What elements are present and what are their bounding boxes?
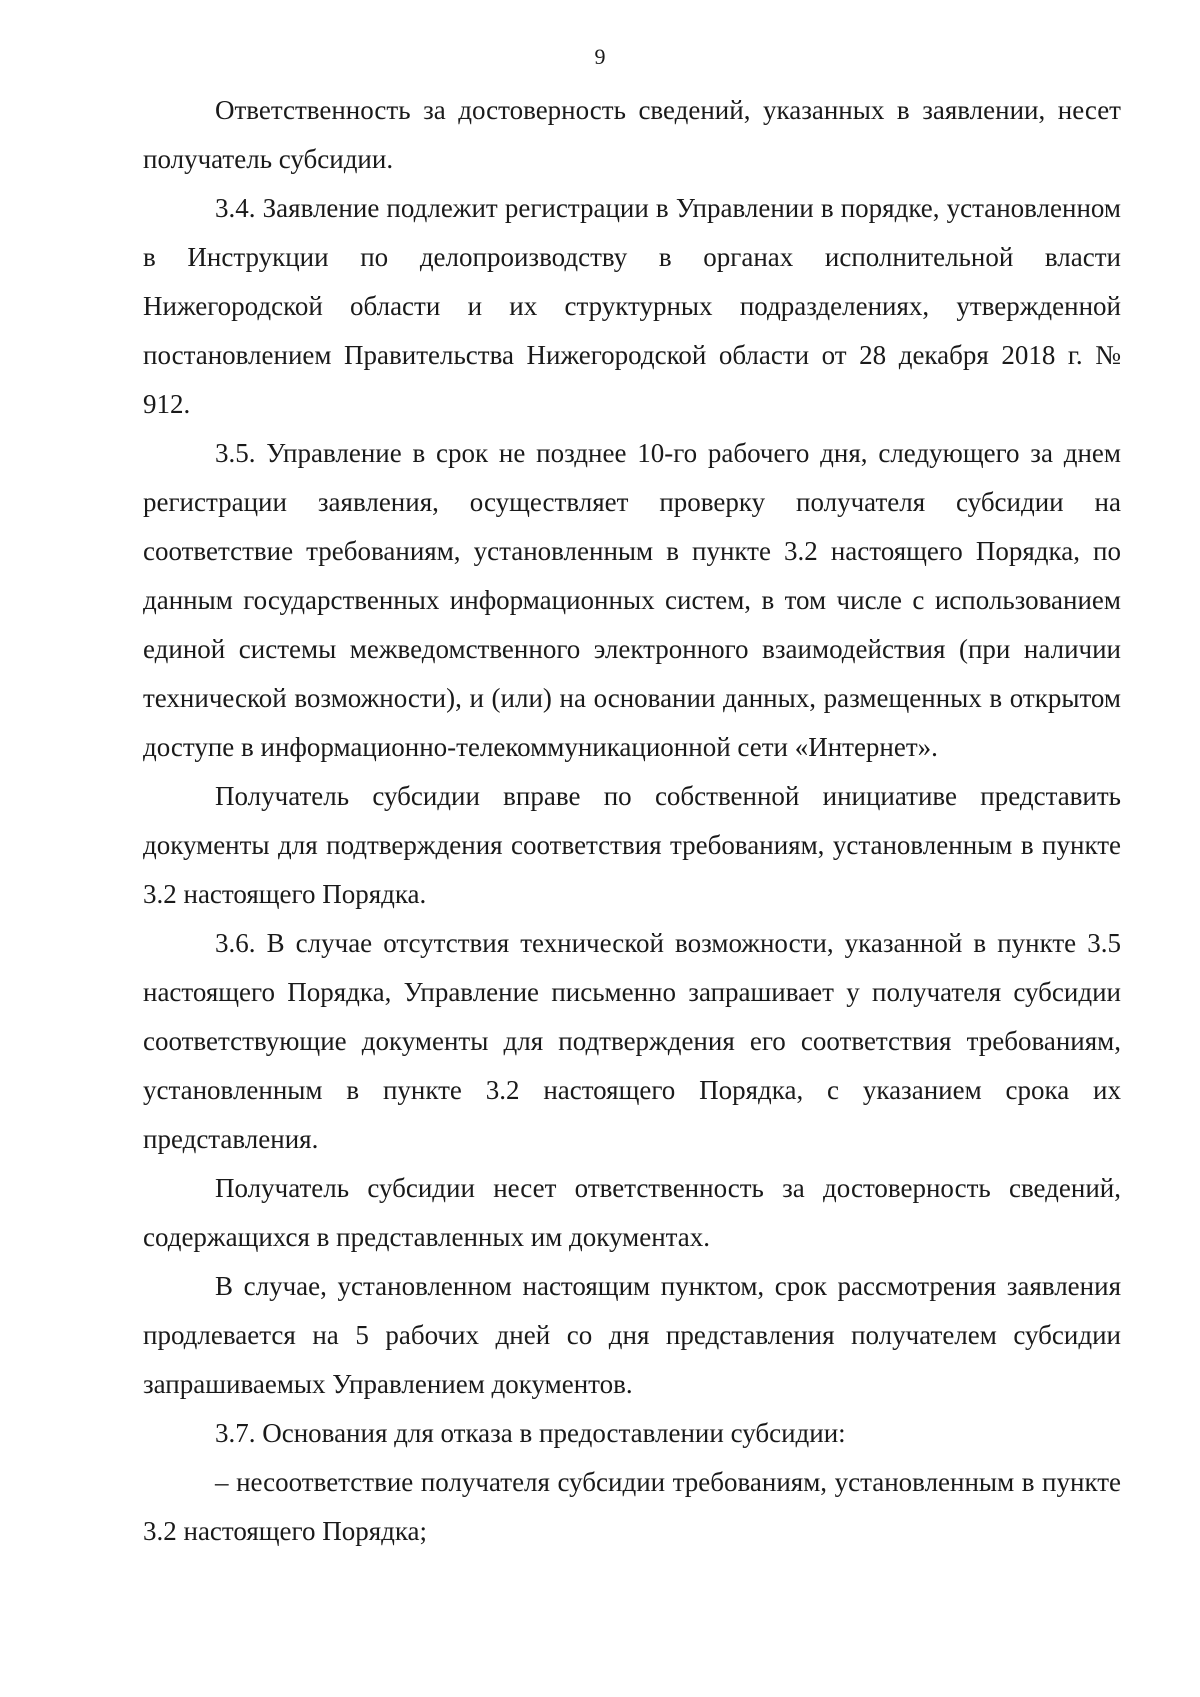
document-body xyxy=(143,86,1121,1556)
paragraph-initiative: Получатель субсидии вправе по собственной инициативе представить документы для подтверждения соответствия требованиям, установленным в пункте 3.2 настоящего Порядка. xyxy=(143,781,1121,909)
paragraph-3-5: 3.5. Управление в срок не позднее 10-го рабочего дня, следующего за днем регистрации заявления, осуществляет проверку получателя субсидии на соответствие требованиям, установленным в пункте 3.2 настоящего Порядка, по данным государственных информационных систем, в том числе с использованием единой системы межведомственного электронного взаимодействия (при наличии технической возможности), и (или) на основании данных, размещенных в открытом доступе в информационно-телекоммуникационной сети «Интернет». xyxy=(143,438,1121,762)
page-number: 9 xyxy=(594,44,606,69)
paragraph-refusal-ground: – несоответствие получателя субсидии требованиям, установленным в пункте 3.2 настоящего Порядка; xyxy=(143,1467,1121,1546)
paragraph-liability: Получатель субсидии несет ответственность за достоверность сведений, содержащихся в представленных им документах. xyxy=(143,1173,1121,1252)
paragraph-responsibility: Ответственность за достоверность сведений, указанных в заявлении, несет получатель субсидии. xyxy=(143,95,1121,174)
paragraph-3-7: 3.7. Основания для отказа в предоставлении субсидии: xyxy=(215,1418,846,1448)
paragraph-3-6: 3.6. В случае отсутствия технической возможности, указанной в пункте 3.5 настоящего Порядка, Управление письменно запрашивает у получателя субсидии соответствующие документы для подтверждения его соответствия требованиям, установленным в пункте 3.2 настоящего Порядка, с указанием срока их представления. xyxy=(143,928,1121,1154)
paragraph-3-4: 3.4. Заявление подлежит регистрации в Управлении в порядке, установленном в Инструкции по делопроизводству в органах исполнительной власти Нижегородской области и их структурных подразделениях, утвержденной постановлением Правительства Нижегородской области от 28 декабря 2018 г. № 912. xyxy=(143,193,1121,419)
paragraph-extension: В случае, установленном настоящим пунктом, срок рассмотрения заявления продлевается на 5 рабочих дней со дня представления получателем субсидии запрашиваемых Управлением документов. xyxy=(143,1271,1121,1399)
